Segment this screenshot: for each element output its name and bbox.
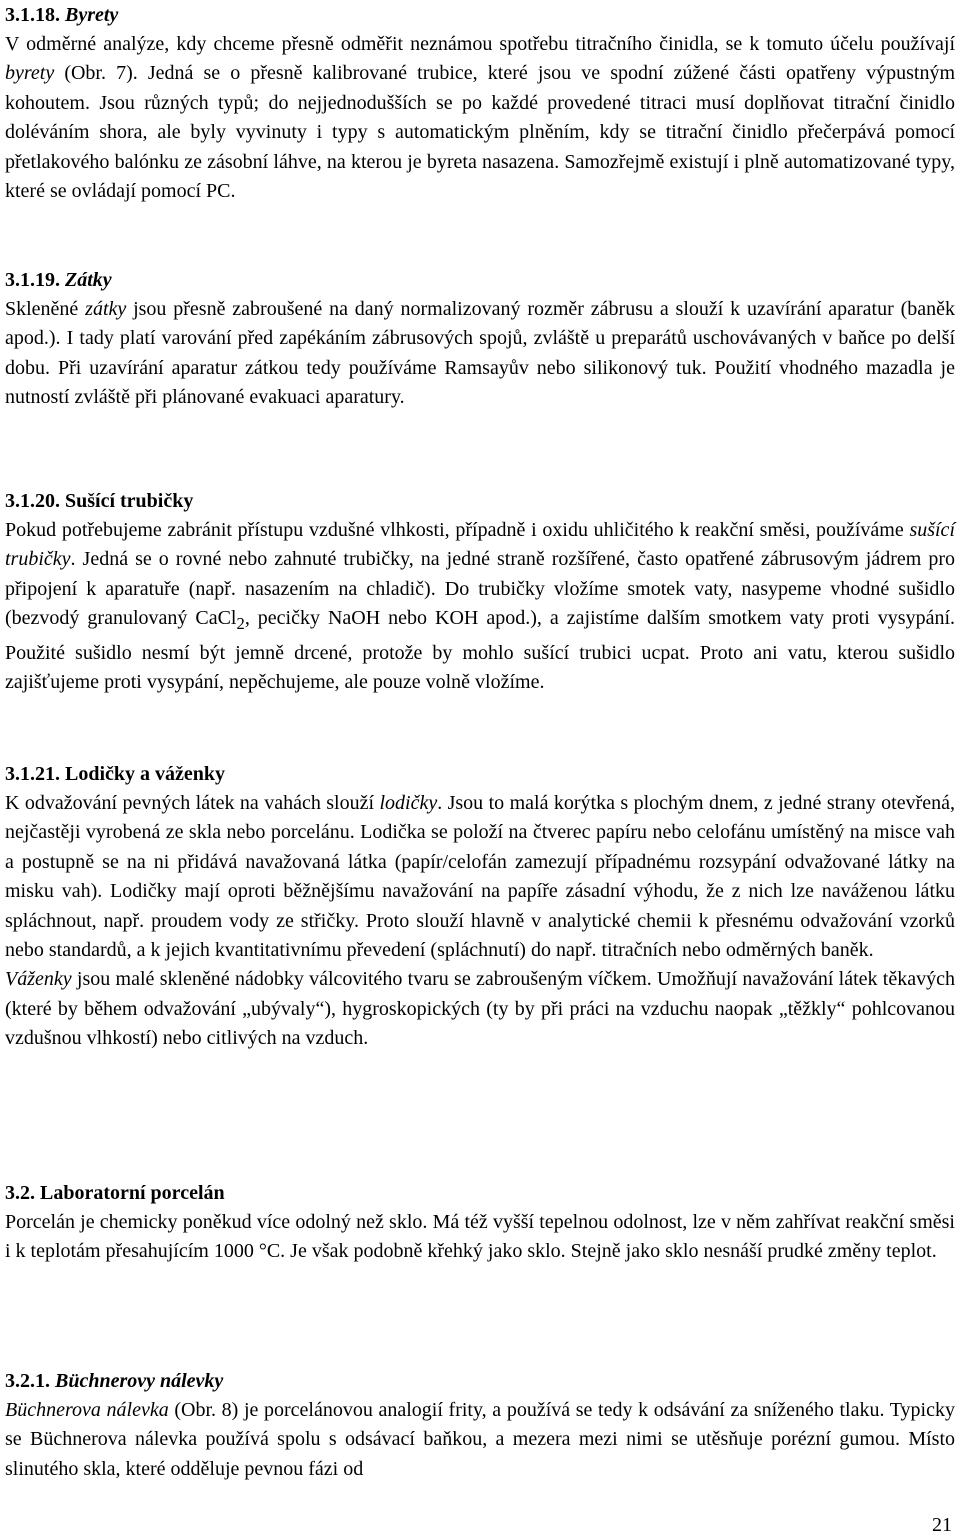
section-title: Lodičky a váženky: [65, 763, 226, 785]
section-title: Laboratorní porcelán: [40, 1182, 225, 1204]
section-heading: [5, 0, 955, 30]
section-body: [5, 516, 955, 697]
text-run: jsou malé skleněné nádobky válcovitého tvaru se zabroušeným víčkem. Umožňují navažování látek těkavých (které by během odvažování „ubývaly“), hygroskopických (ty by při práci na vzduchu naopak „těžkly“ pohlcovanou vzdušnou vlhkostí) nebo citlivých na vzduch.: [5, 968, 955, 1050]
subscript: 2: [236, 614, 245, 634]
section-number: 3.1.18.: [5, 4, 60, 26]
italic-term: zátky: [85, 298, 127, 320]
section-title: Büchnerovy nálevky: [55, 1370, 224, 1392]
text-run: , pecičky NaOH nebo KOH apod.), a zajistíme dalším smotkem vaty proti vysypání. Použité sušidlo nesmí být jemně drcené, protože by mohlo sušící trubici ucpat. Proto ani vatu, kterou sušidlo zajišťujeme proti vysypání, nepěchujeme, ale pouze volně vložíme.: [5, 607, 956, 694]
section-number: 3.1.19.: [5, 269, 60, 291]
section-body: [5, 1208, 955, 1267]
section-number: 3.1.21.: [5, 763, 60, 785]
text-run: . Jsou to malá korýtka s plochým dnem, z jedné strany otevřená, nejčastěji vyrobená ze skla nebo porcelánu. Lodička se položí na čtverec papíru nebo celofánu umístěný na misce vah a postupně se na ni přidává navažovaná látka (papír/celofán zamezují případnému rozsypání odvažované látky na misku vah). Lodičky mají oproti běžnějšímu navažování na papíře zásadní výhodu, že z nich lze naváženou látku spláchnout, např. proudem vody ze střičky. Proto slouží hlavně v analytické chemii k přesnému odvažování vzorků nebo standardů, a k jejich kvantitativnímu převedení (spláchnutí) do např. titračních nebo odměrných baněk.: [5, 792, 955, 962]
section-title: Zátky: [65, 269, 112, 291]
section-3-1-20: [5, 486, 955, 697]
text-run: . Jedná se o rovné nebo zahnuté trubičky, na jedné straně rozšířené, často opatřené zábrusovým jádrem pro připojení k aparatuře (např. nasazením na chladič). Do trubičky vložíme smotek vaty, nasypeme vhodné sušidlo (bezvodý granulovaný CaCl: [5, 548, 955, 630]
italic-term: Büchnerova nálevka: [5, 1399, 169, 1421]
section-heading: [5, 265, 955, 295]
section-body: [5, 1396, 955, 1484]
text-run: (Obr. 8) je porcelánovou analogií frity, a používá se tedy k odsávání za sníženého tlaku. Typicky se Büchnerova nálevka používá spolu s odsávací baňkou, a mezera mezi nimi se utěsňuje porézní gumou. Místo slinutého skla, které odděluje pevnou fázi od: [5, 1399, 955, 1480]
section-body: [5, 789, 955, 965]
section-3-2-1: [5, 1366, 955, 1484]
italic-term: lodičky: [379, 792, 438, 814]
text-run: K odvažování pevných látek na vahách slouží: [5, 792, 380, 814]
italic-term: sušící trubičky: [5, 519, 955, 571]
section-body: [5, 295, 955, 413]
section-heading: [5, 1178, 955, 1208]
section-3-2: [5, 1178, 955, 1267]
section-title: Byrety: [65, 4, 119, 26]
text-run: Porcelán je chemicky poněkud více odolný než sklo. Má též vyšší tepelnou odolnost, lze v něm zahřívat reakční směsi i k teplotám přesahujícím 1000 °C. Je však podobně křehký jako sklo. Stejně jako sklo nesnáší prudké změny teplot.: [5, 1211, 955, 1263]
text-run: V odměrné analýze, kdy chceme přesně odměřit neznámou spotřebu titračního činidla, se k tomuto účelu používají: [5, 33, 955, 55]
section-3-1-18: [5, 0, 955, 206]
section-number: 3.2.1.: [5, 1370, 50, 1392]
text-run: Skleněné: [5, 298, 86, 320]
section-3-1-21: [5, 759, 955, 1054]
section-heading: [5, 1366, 955, 1396]
section-title: Sušící trubičky: [65, 490, 194, 512]
text-run: jsou přesně zabroušené na daný normalizovaný rozměr zábrusu a slouží k uzavírání aparatur (baněk apod.). I tady platí varování před zapékáním zábrusových spojů, zvláště u preparátů uschovávaných v baňce po delší dobu. Při uzavírání aparatur zátkou tedy používáme Ramsayův nebo silikonový tuk. Použití vhodného mazadla je nutností zvláště při plánované evakuaci aparatury.: [5, 298, 955, 409]
section-number: 3.2.: [5, 1182, 35, 1204]
italic-term: byrety: [5, 62, 55, 85]
section-body: [5, 965, 955, 1053]
section-number: 3.1.20.: [5, 490, 60, 512]
page-number: 21: [932, 1514, 952, 1536]
section-heading: [5, 486, 955, 516]
text-run: Pokud potřebujeme zabránit přístupu vzdušné vlhkosti, případně i oxidu uhličitého k reakční směsi, používáme: [5, 519, 910, 541]
section-3-1-19: [5, 265, 955, 413]
text-run: (Obr. 7). Jedná se o přesně kalibrované trubice, které jsou ve spodní zúžené části opatřeny výpustným kohoutem. Jsou různých typů; do nejjednodušších se po každé provedené titraci musí doplňovat titrační činidlo doléváním shora, ale byly vyvinuty i typy s automatickým plněním, kdy se titrační činidlo přečerpává pomocí přetlakového balónku ze zásobní láhve, na kterou je byreta nasazena. Samozřejmě existují i plně automatizované typy, které se ovládají pomocí PC.: [5, 62, 955, 203]
section-body: [5, 30, 955, 206]
italic-term: Váženky: [5, 968, 72, 991]
section-heading: [5, 759, 955, 789]
